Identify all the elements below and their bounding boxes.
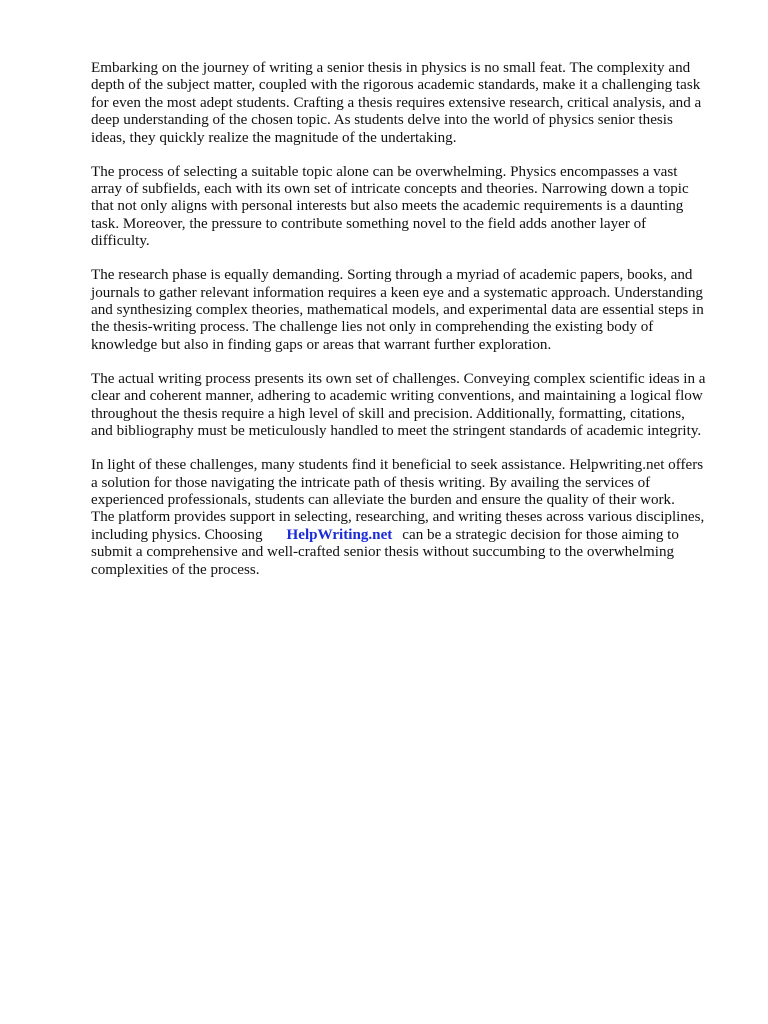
paragraph-research-phase: The research phase is equally demanding. Sorting through a myriad of academic papers, books, and journals to gather relevant information requires a keen eye and a systematic approach. Understanding and synthesizing complex theories, mathematical models, and experimental data are essential steps in the thesis-writing process. The challenge lies not only in comprehending the existing body of knowledge but also in finding gaps or areas that warrant further exploration. — [91, 267, 704, 353]
assistance-text-before-link: In light of these challenges, many students find it beneficial to seek assistance. Helpwriting.net offers a solution for those navigating the intricate path of thesis writing. By availing the services of experienced professionals, students can alleviate the burden and ensure the quality of their work. The platform provides support in selecting, researching, and writing theses across various disciplines, including physics. Choosing — [91, 457, 705, 543]
paragraph-writing-process: The actual writing process presents its own set of challenges. Conveying complex scientific ideas in a clear and coherent manner, adhering to academic writing conventions, and maintaining a logical flow throughout the thesis require a high level of skill and precision. Additionally, formatting, citations, and bibliography must be meticulously handled to meet the stringent standards of academic integrity. — [91, 370, 706, 440]
paragraph-intro: Embarking on the journey of writing a senior thesis in physics is no small feat. The complexity and depth of the subject matter, coupled with the rigorous academic standards, make it a challenging task for even the most adept students. Crafting a thesis requires extensive research, critical analysis, and a deep understanding of the chosen topic. As students delve into the world of physics senior thesis ideas, they quickly realize the magnitude of the undertaking. — [91, 60, 702, 146]
paragraph-topic-selection: The process of selecting a suitable topic alone can be overwhelming. Physics encompasses a vast array of subfields, each with its own set of intricate concepts and theories. Narrowing down a topic that not only aligns with personal interests but also meets the academic requirements is a daunting task. Moreover, the pressure to contribute something novel to the field adds another layer of difficulty. — [91, 163, 689, 250]
assistance-text-after-link: can be a strategic decision for those aiming to submit a comprehensive and well-crafted senior thesis without succumbing to the overwhelming complexities of the process. — [91, 526, 679, 578]
helpwriting-link[interactable]: HelpWriting.net — [286, 526, 393, 543]
paragraph-assistance — [91, 457, 731, 579]
document-page — [91, 60, 731, 596]
